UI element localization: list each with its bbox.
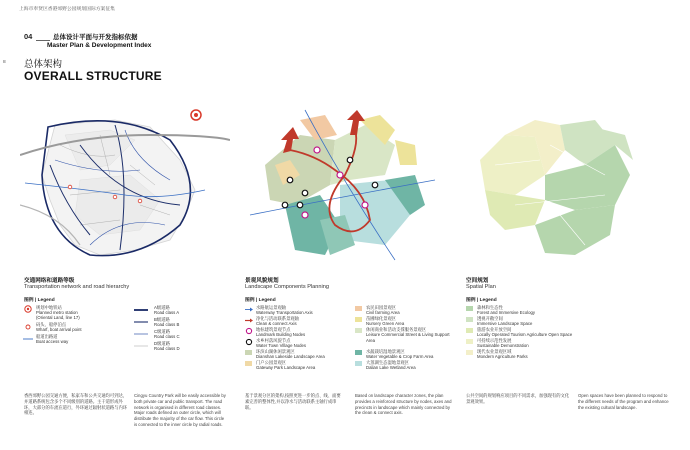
- legend-boat-en: Boat access way: [36, 339, 69, 344]
- legend-modern-cn: 现代农业景观区域: [477, 349, 512, 354]
- wharf-icon: [24, 323, 32, 331]
- spatial-title-en: Spatial Plan: [466, 284, 496, 290]
- spatial-text-en: Open spaces have been planned to respond to the different needs of the program and enhance the existing cultural landscape.: [578, 393, 669, 410]
- nursery-swatch: [355, 317, 362, 322]
- metro-station-icon: [191, 110, 201, 120]
- gateway-swatch: [245, 361, 252, 366]
- legend-road-c-cn: C级道路: [154, 329, 170, 334]
- sustainable-swatch: [466, 339, 473, 344]
- transport-legend-label: 图例 | Legend: [24, 298, 55, 303]
- legend-dalian-cn: 大蒸湖生态湿地景观区: [366, 360, 409, 365]
- immersive-swatch: [466, 317, 473, 322]
- landscape-legend-label: 图例 | Legend: [245, 298, 276, 303]
- legend-leisure-en: Leisure Commercial Street & Living Support Area: [366, 332, 450, 343]
- legend-road-a-cn: A级道路: [154, 305, 170, 310]
- legend-water-veg-en: Water Vegetable & Crop Farm Area: [366, 354, 434, 359]
- section-title-cn: 总体设计平面与开发指标依据: [53, 34, 138, 41]
- legend-road-c-en: Road class C: [154, 334, 180, 339]
- leisure-swatch: [355, 328, 362, 333]
- legend-civil-en: Civil farming Area: [366, 310, 400, 315]
- spatial-legend-label: 图例 | Legend: [466, 298, 497, 303]
- legend-landmark-cn: 地标建筑景观节点: [256, 327, 291, 332]
- legend-wharf-en: Wharf, boat arrival point: [36, 327, 82, 332]
- landscape-title-en: Landscape Components Planning: [245, 284, 329, 290]
- legend-road-d-en: Road class D: [154, 346, 180, 351]
- modern-swatch: [466, 350, 473, 355]
- legend-forest-cn: 森林和生态性: [477, 305, 503, 310]
- clean-axis-arrow-icon: [245, 317, 253, 324]
- legend-village-en: Water Town Village Nodes: [256, 343, 307, 348]
- transport-title-cn: 交通网络和道路等级: [24, 278, 75, 284]
- section-heading-cn: 总体架构: [24, 59, 63, 70]
- legend-metro-en: Planned metro station: [36, 310, 78, 315]
- transport-text-cn: 香西郊野公园交通方便，私家车和公共交通均可到达，并道路系统包含多个不同级别的道路。主干道形成外环，大部分的车流在道行，外环通过辐射状道路与内环相连。: [24, 393, 128, 416]
- legend-boat-cn: 船道出路道: [36, 334, 58, 339]
- legend-modern-en: Mondern Agriculture Parks: [477, 354, 528, 359]
- road-c-line: [134, 331, 148, 337]
- metro-station-icon: [24, 305, 32, 313]
- transport-text-en: Cingyu Country Park will be easily accessible by both private car and public transport. The road network is organised in different road classes. Major roads defined an outer circle, which will distribute the majority of the car flow. This circle is connected to the inner circle by radial roads.: [134, 393, 226, 427]
- legend-road-a-en: Road class A: [154, 310, 180, 315]
- legend-tourism-en: Locally Operated Tourism Agriculture Open Space: [477, 332, 573, 337]
- spatial-text-cn: 公共空间的规划响应项目的不同需求，加强现有的文化景观效果。: [466, 393, 570, 404]
- road-d-line: [134, 343, 148, 349]
- forest-swatch: [466, 306, 473, 311]
- transport-map: [20, 105, 230, 265]
- dianshan-swatch: [245, 350, 252, 355]
- legend-sustainable-en: Sustainable Demonstration: [477, 343, 529, 348]
- legend-metro-cn: 规划中地铁站: [36, 305, 62, 310]
- section-number: 04: [24, 32, 33, 41]
- legend-gateway-cn: 门户公园景观区: [256, 360, 287, 365]
- road-a-line: [134, 307, 148, 313]
- section-number-rule: [36, 40, 50, 41]
- legend-metro-en2: (Oriental Land, line 17): [36, 315, 80, 320]
- legend-leisure-cn: 休闲商业和活动支撑服务景观区: [366, 327, 427, 332]
- landscape-text-cn: 基于景观分区的架构,按照更进一步的点、线、面要素完善的整体性,并以净水与活动联系主轴行成串联。: [245, 393, 341, 410]
- legend-road-b-cn: B级道路: [154, 317, 170, 322]
- road-b-line: [134, 319, 148, 325]
- legend-sustainable-cn: 可持续示范性发展: [477, 338, 512, 343]
- legend-wharf-cn: 码头、船停泊点: [36, 322, 67, 327]
- landmark-ring-icon: [245, 327, 253, 335]
- legend-water-veg-cn: 水蔬栽培湿地景观区: [366, 349, 405, 354]
- legend-immersive-en: Immersive Landscape Space: [477, 321, 533, 326]
- legend-waterway-en: Waterway Transportation Axis: [256, 310, 313, 315]
- boat-line-icon: [23, 336, 33, 342]
- page-number: 8: [3, 60, 6, 65]
- waterway-arrow-icon: [245, 306, 253, 313]
- tourism-swatch: [466, 328, 473, 333]
- landscape-text-en: Based on landscape character zones, the plan provides a reinforced structure by nodes, axes and precincts in landscape which mainly connected by the clean & connect axis.: [355, 393, 452, 416]
- legend-village-cn: 水乡村落风貌节点: [256, 338, 291, 343]
- spatial-title-cn: 空间规划: [466, 278, 489, 284]
- legend-gateway-en: Gateway Park Landscape Area: [256, 365, 316, 370]
- legend-road-d-cn: D级道路: [154, 341, 170, 346]
- civil-swatch: [355, 306, 362, 311]
- document-header: 上海市奉贤区香港郊野公园规划国际方案征集: [19, 7, 115, 12]
- landscape-title-cn: 景观风貌规划: [245, 278, 279, 284]
- legend-road-b-en: Road class B: [154, 322, 180, 327]
- legend-clean-en: Clean & connect Axis: [256, 321, 297, 326]
- legend-immersive-cn: 透视开敞空间: [477, 316, 503, 321]
- legend-clean-cn: 净化与活动联系景观轴: [256, 316, 299, 321]
- dalian-swatch: [355, 361, 362, 366]
- water-veg-swatch: [355, 350, 362, 355]
- legend-dianshan-en: Dianshan Lakeside Landscape Area: [256, 354, 325, 359]
- legend-nursery-en: Nursery Green Area: [366, 321, 405, 326]
- legend-tourism-cn: 旅游农业开放空间: [477, 327, 512, 332]
- legend-landmark-en: Landmark Building Nodes: [256, 332, 306, 337]
- village-ring-icon: [245, 338, 253, 346]
- transport-title-en: Transportation network and road hierarchy: [24, 284, 130, 290]
- legend-nursery-cn: 苗圃绿化景观区: [366, 316, 397, 321]
- spatial-map: [465, 105, 640, 265]
- legend-civil-cn: 农民田园景观区: [366, 305, 397, 310]
- legend-waterway-cn: 水路航运景观轴: [256, 305, 287, 310]
- landscape-map: [245, 105, 440, 265]
- section-heading-en: OVERALL STRUCTURE: [24, 69, 162, 83]
- legend-dalian-en: Dalian Lake Wetland Area: [366, 365, 416, 370]
- section-title-en: Master Plan & Development Index: [47, 42, 152, 49]
- legend-forest-en: Forest and Immersive Ecology: [477, 310, 536, 315]
- legend-dianshan-cn: 环滨山湖休闲景观区: [256, 349, 295, 354]
